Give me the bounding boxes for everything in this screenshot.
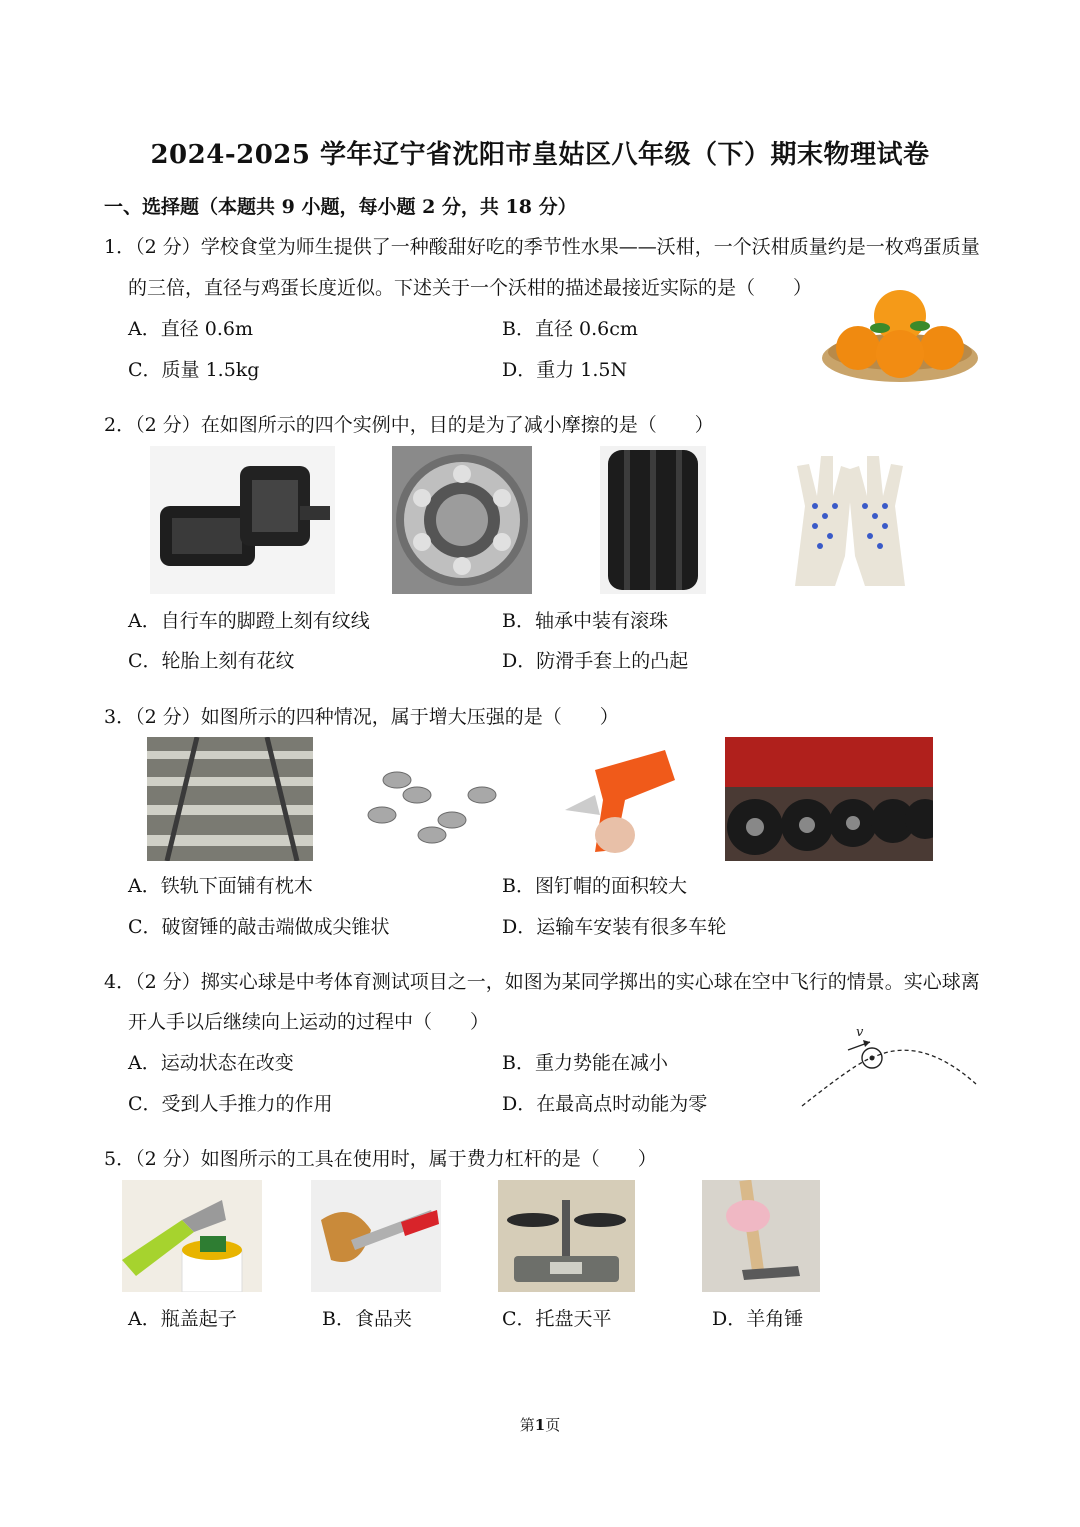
page-label-prefix: 第 xyxy=(519,1416,535,1434)
section-heading: 一、选择题（本题共 9 小题，每小题 2 分，共 18 分） xyxy=(104,196,577,218)
question-4-option-c: C．受到人手推力的作用 xyxy=(128,1093,333,1115)
page-number: 1 xyxy=(534,1416,546,1434)
question-3-option-d: D．运输车安装有很多车轮 xyxy=(502,916,727,938)
question-2-stem: 2．（2 分）在如图所示的四个实例中，目的是为了减小摩擦的是（ ） xyxy=(104,414,714,436)
question-2-option-a: A．自行车的脚蹬上刻有纹线 xyxy=(128,610,370,632)
question-3-stem: 3．（2 分）如图所示的四种情况，属于增大压强的是（ ） xyxy=(104,706,619,728)
page-footer xyxy=(0,1414,1080,1435)
tire-image xyxy=(600,446,706,594)
exam-title: 2024-2025 学年辽宁省沈阳市皇姑区八年级（下）期末物理试卷 xyxy=(150,140,930,170)
question-1-option-b: B．直径 0.6cm xyxy=(502,318,638,340)
question-2-option-b: B．轴承中装有滚珠 xyxy=(502,610,668,632)
velocity-label: v xyxy=(856,1025,864,1040)
thumbtacks-image xyxy=(352,755,518,855)
question-1-stem-line2: 的三倍，直径与鸡蛋长度近似。下述关于一个沃柑的描述最接近实际的是（ ） xyxy=(128,277,813,299)
question-2-option-d: D．防滑手套上的凸起 xyxy=(502,650,689,672)
question-3-option-c: C．破窗锤的敲击端做成尖锥状 xyxy=(128,916,390,938)
question-4-option-a: A．运动状态在改变 xyxy=(128,1052,294,1074)
ball-trajectory-figure xyxy=(800,1020,980,1110)
question-2-option-c: C．轮胎上刻有花纹 xyxy=(128,650,295,672)
page-label-suffix: 页 xyxy=(545,1416,561,1434)
claw-hammer-image xyxy=(702,1180,820,1292)
question-5-option-b: B．食品夹 xyxy=(322,1308,412,1330)
ball-bearing-image xyxy=(392,446,532,594)
question-1-stem-line1: 1．（2 分）学校食堂为师生提供了一种酸甜好吃的季节性水果——沃柑，一个沃柑质量约是一枚鸡蛋质量 xyxy=(104,236,980,258)
question-4-stem-line1: 4．（2 分）掷实心球是中考体育测试项目之一，如图为某同学掷出的实心球在空中飞行的情景。实心球离 xyxy=(104,971,980,993)
question-5-option-d: D．羊角锤 xyxy=(712,1308,804,1330)
anti-slip-gloves-image xyxy=(775,446,925,594)
question-4-stem-line2: 开人手以后继续向上运动的过程中（ ） xyxy=(128,1011,490,1033)
bicycle-pedal-image xyxy=(150,446,335,594)
transport-vehicle-image xyxy=(725,737,933,861)
question-5-stem: 5．（2 分）如图所示的工具在使用时，属于费力杠杆的是（ ） xyxy=(104,1148,657,1170)
question-1-option-c: C．质量 1.5kg xyxy=(128,359,260,381)
question-5-option-a: A．瓶盖起子 xyxy=(128,1308,237,1330)
question-3-option-a: A．铁轨下面铺有枕木 xyxy=(128,875,313,897)
emergency-hammer-image xyxy=(555,740,685,860)
question-1-option-d: D．重力 1.5N xyxy=(502,359,628,381)
bottle-opener-image xyxy=(122,1180,262,1292)
question-1-option-a: A．直径 0.6m xyxy=(128,318,253,340)
balance-scale-image xyxy=(498,1180,635,1292)
question-4-option-b: B．重力势能在减小 xyxy=(502,1052,668,1074)
oranges-image xyxy=(820,280,980,385)
question-3-option-b: B．图钉帽的面积较大 xyxy=(502,875,687,897)
railway-track-image xyxy=(147,737,313,861)
food-tongs-image xyxy=(311,1180,441,1292)
question-5-option-c: C．托盘天平 xyxy=(502,1308,612,1330)
question-4-option-d: D．在最高点时动能为零 xyxy=(502,1093,708,1115)
